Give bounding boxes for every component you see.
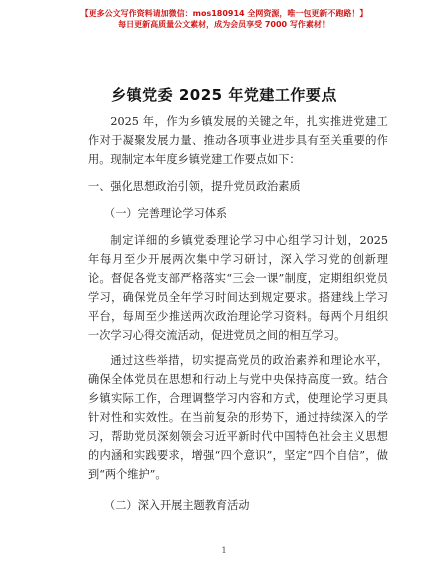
document-title: 乡镇党委 2025 年党建工作要点 bbox=[111, 86, 337, 104]
paragraph-2-block bbox=[88, 351, 388, 484]
section-1-heading: 一、强化思想政治引领，提升党员政治素质 bbox=[88, 180, 301, 193]
promo-banner-line-2: 每日更新高质量公文素材，成为会员享受 7000 写作素材！ bbox=[118, 20, 330, 29]
subsection-2-heading: （二）深入开展主题教育活动 bbox=[104, 499, 250, 512]
intro-block bbox=[88, 112, 388, 169]
promo-banner-line-1: 【更多公文写作资料请加微信：mos180914 全网资源，唯一包更新不跑路！】 bbox=[80, 9, 368, 18]
paragraph-1: 制定详细的乡镇党委理论学习中心组学习计划，2025 年每月至少开展两次集中学习研讨，深入学习党的创新理论。督促各党支部严格落实“三会一课”制度，定期组织党员学习，确保党员全年学习时间达到规定要求。搭建线上学习平台，每周至少推送两次政治理论学习资料。每两个月组织一次学习心得交流活动，促进党员之间的相互学习。 bbox=[88, 234, 388, 342]
intro-paragraph: 2025 年，作为乡镇发展的关键之年，扎实推进党建工作对于凝聚发展力量、推动各项事业进步具有至关重要的作用。现制定本年度乡镇党建工作要点如下： bbox=[88, 115, 388, 166]
page-number: 1 bbox=[221, 546, 227, 555]
paragraph-1-block bbox=[88, 231, 388, 345]
paragraph-2: 通过这些举措，切实提高党员的政治素养和理论水平，确保全体党员在思想和行动上与党中央保持高度一致。结合乡镇实际工作，合理调整学习内容和方式，使理论学习更具针对性和实效性。在当前复杂的形势下，通过持续深入的学习，帮助党员深刻领会习近平新时代中国特色社会主义思想的内涵和实践要求，增强“四个意识”，坚定“四个自信”，做到“两个维护”。 bbox=[88, 354, 388, 481]
promo-banner bbox=[0, 8, 448, 30]
subsection-1-heading: （一）完善理论学习体系 bbox=[104, 207, 228, 220]
